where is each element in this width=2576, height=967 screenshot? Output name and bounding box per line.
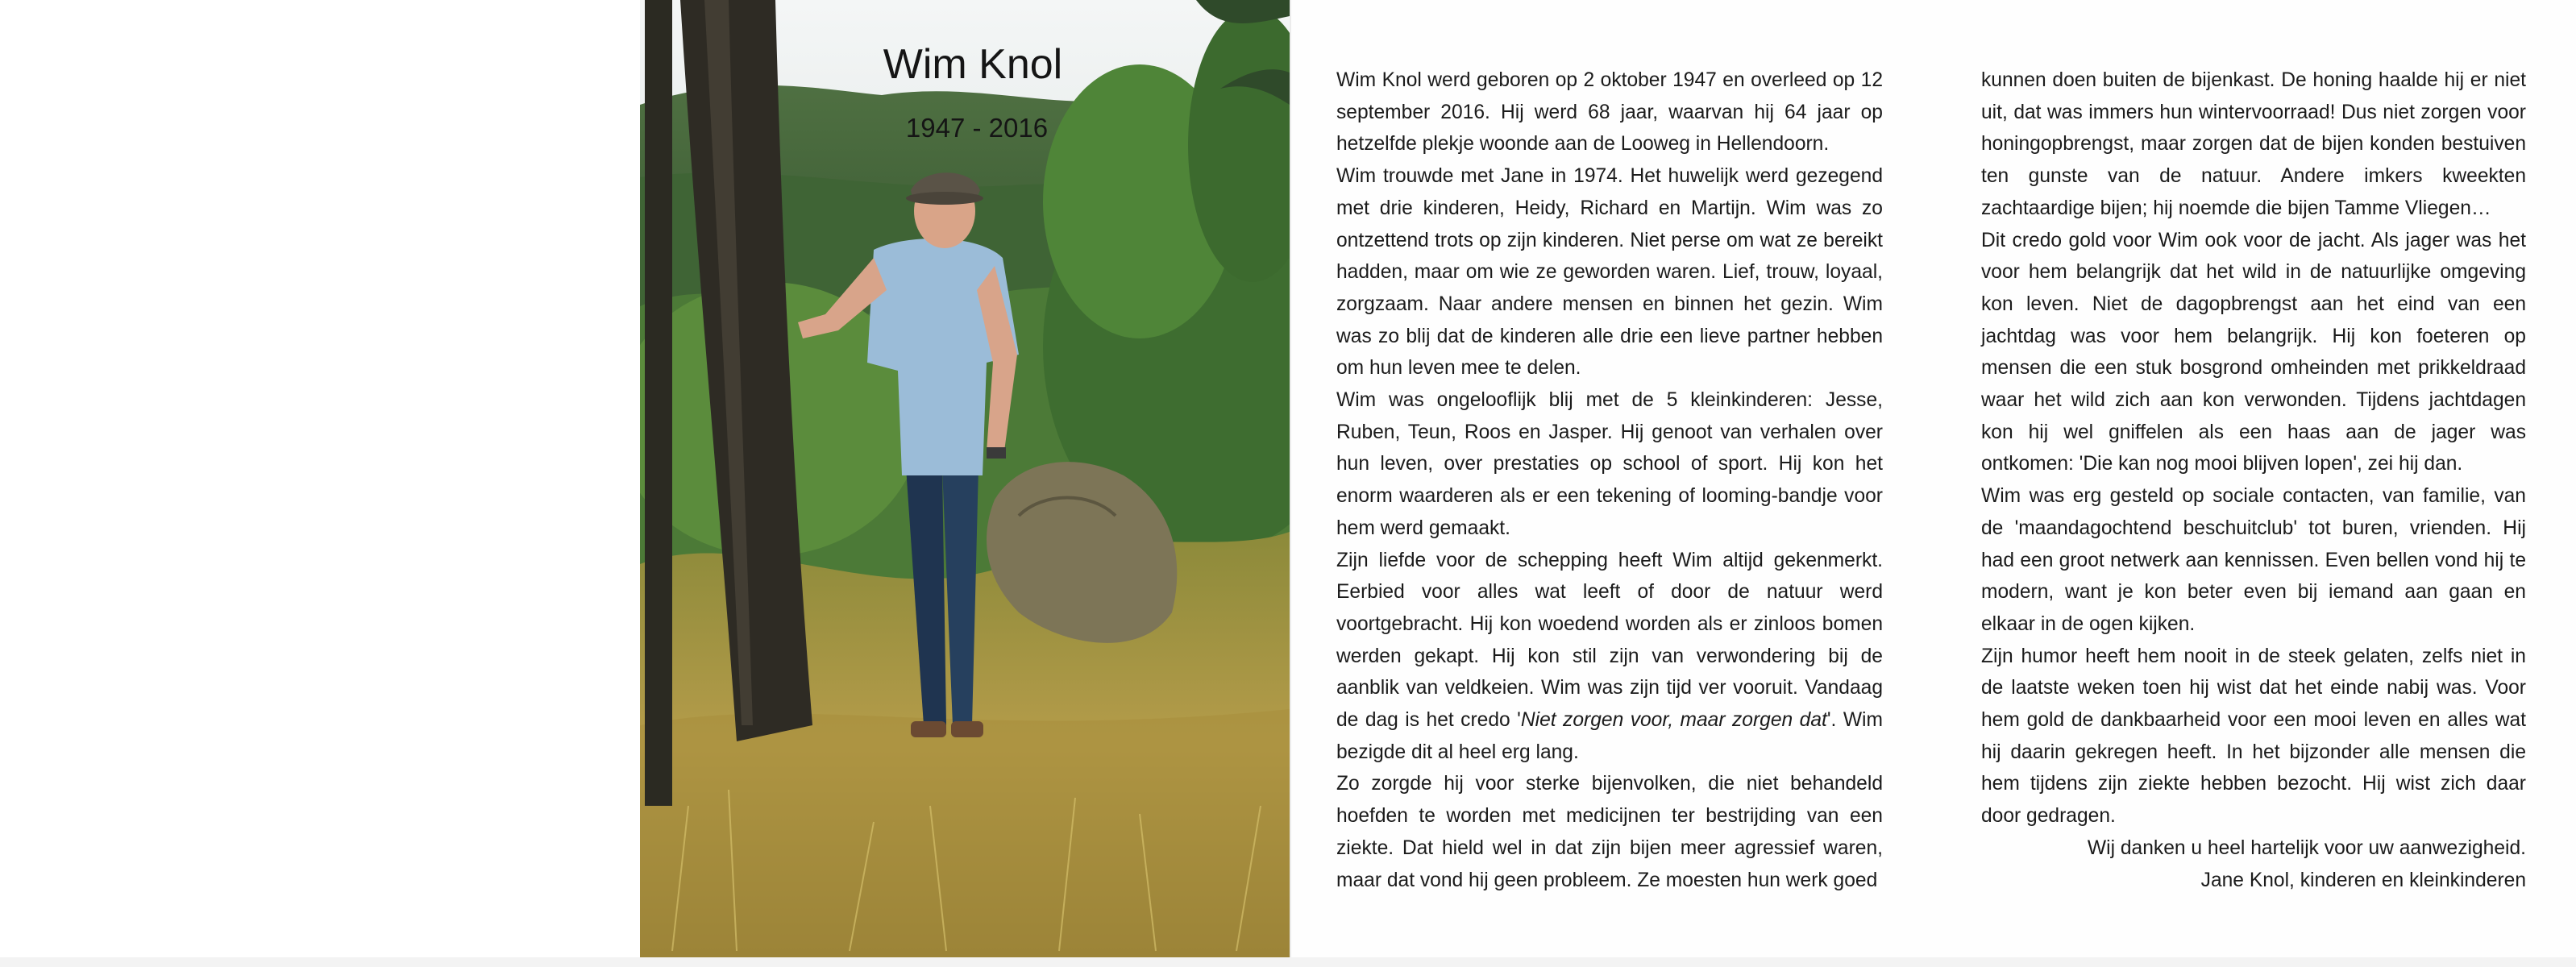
paragraph-nature-start: Zijn liefde voor de schepping heeft Wim altijd gekenmerkt. Eerbied voor alles wat leeft of door de natuur werd voortgebracht. Hij kon woedend worden als er zinloos bomen werden gekapt. Hij kon stil zijn van verwondering bij de aanblik van veldkeien. Wim was zijn tijd ver vooruit. Vandaag de dag is het credo ' [1336,549,1883,732]
paragraph-birth: Wim Knol werd geboren op 2 oktober 1947 en overleed op 12 september 2016. Hij werd 68 jaar, waarvan hij 64 jaar op hetzelfde plekje woonde aan de Looweg in Hellendoorn. [1336,69,1883,156]
paragraph-social: Wim was erg gesteld op sociale contacten, van familie, van de 'maandagochtend beschuitclub' tot buren, vrienden. Hij had een groot netwerk aan kennissen. Even bellen vond hij te modern, want je kon beter even bij iemand aan gaan en elkaar in de ogen kijken. [1981,485,2526,635]
paragraph-hunting: Dit credo gold voor Wim ook voor de jacht. Als jager was het voor hem belangrijk dat het wild in de natuurlijke omgeving kon leven. Niet de dagopbrengst aan het eind van een jachtdag was voor hem belangrijk. Hij kon foeteren op mensen die een stuk bosgrond omheinden met prikkeldraad waar het wild zich aan kon verwonden. Tijdens jachtdagen kon hij wel gniffelen als een haas aan de jager was ontkomen: 'Die kan nog mooi blijven lopen', zei hij dan. [1981,229,2526,475]
forest-photo [640,0,1290,957]
paragraph-nature-end: '. Wim bezigde dit al heel erg lang. [1336,709,1883,763]
text-column-right [1981,64,2526,896]
text-column-left [1336,64,1883,896]
paragraph-nature [1336,545,1883,769]
thank-you-line: Wij danken u heel hartelijk voor uw aanwezigheid. [2087,836,2526,859]
paragraph-humor: Zijn humor heeft hem nooit in de steek gelaten, zelfs niet in de laatste weken toen hij wist dat het einde nabij was. Voor hem gold de dankbaarheid voor een mooi leven en alles wat hij daarin gekregen heeft. In het bijzonder alle mensen die hem tijdens zijn ziekte hebben bezocht. Hij wist zich daar door gedragen. [1981,645,2526,828]
paragraph-marriage: Wim trouwde met Jane in 1974. Het huwelijk werd gezegend met drie kinderen, Heidy, Richard en Martijn. Wim was zo ontzettend trots op zijn kinderen. Niet perse om wat ze bereikt hadden, maar om wie ze geworden waren. Lief, trouw, loyaal, zorgzaam. Naar andere mensen en binnen het gezin. Wim was zo blij dat de kinderen alle drie een lieve partner hebben om hun leven mee te delen. [1336,165,1883,380]
text-page [1291,0,2576,967]
photo-panel [640,0,1290,957]
paragraph-honey: kunnen doen buiten de bijenkast. De honing haalde hij er niet uit, dat was immers hun wintervoorraad! Dus niet zorgen voor honingopbrengst, maar zorgen dat de bijen konden bestuiven ten gunste van de natuur. Andere imkers kweekten zachtaardige bijen; hij noemde die bijen Tamme Vliegen… [1981,69,2526,219]
paragraph-grandchildren: Wim was ongelooflijk blij met de 5 kleinkinderen: Jesse, Ruben, Teun, Roos en Jasper. Hij genoot van verhalen over hun leven, over prestaties op school of sport. Hij kon het enorm waarderen als er een tekening of looming-bandje voor hem werd gemaakt. [1336,389,1883,539]
blank-back-panel [0,0,640,967]
life-years: 1947 - 2016 [905,113,1049,143]
deceased-name: Wim Knol [883,41,1063,88]
paragraph-bees: Zo zorgde hij voor sterke bijenvolken, die niet behandeld hoefden te worden met medicijnen ter bestrijding van een ziekte. Dat hield wel in dat zijn bijen meer agressief waren, maar dat vond hij geen probleem. Ze moesten hun werk goed [1336,773,1883,891]
credo-quote: Niet zorgen voor, maar zorgen dat [1520,709,1827,732]
signature-line: Jane Knol, kinderen en kleinkinderen [2200,869,2526,891]
scan-bottom-edge [0,957,2576,967]
